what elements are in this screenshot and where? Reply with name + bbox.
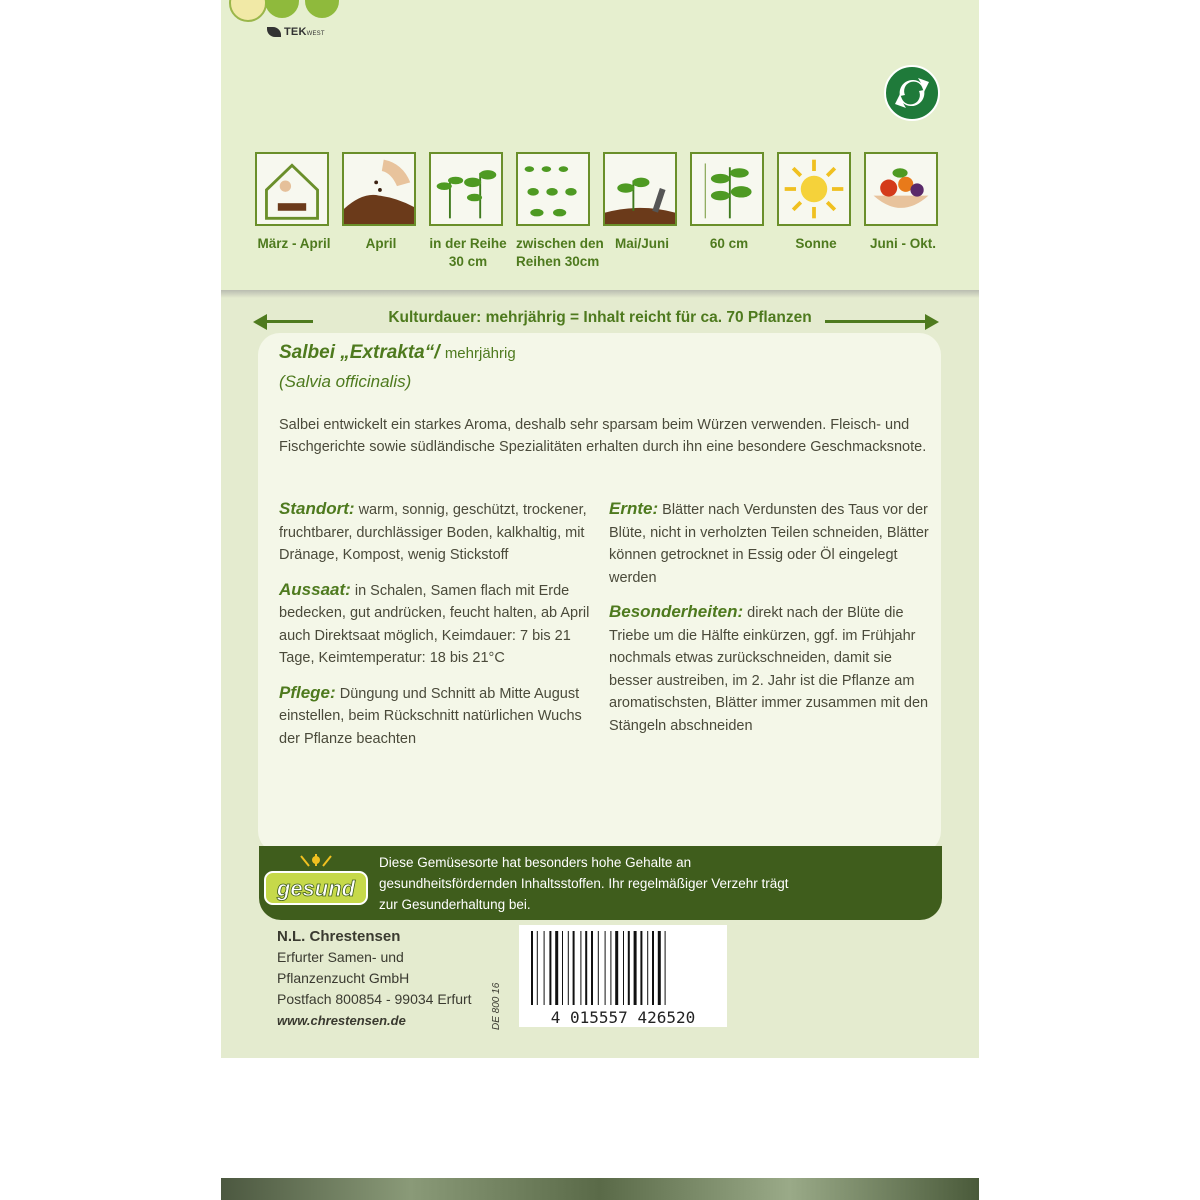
- gesund-text: Diese Gemüsesorte hat besonders hohe Gehalte an gesundheitsfördernden Inhaltsstoffen. Ihr regelmäßiger Verzehr trägt zur Gesunderhaltung bei.: [379, 855, 789, 912]
- barcode-bar: [585, 931, 587, 1005]
- aussaat-section: Aussaat: in Schalen, Samen flach mit Erde bedecken, gut andrücken, feucht halten, ab April auch Direktsaat möglich, Keimdauer: 7 bis 21 Tage, Keimtemperatur: 18 bis 21°C: [279, 579, 590, 666]
- barcode-bar: [598, 931, 599, 1005]
- company-address: Postfach 800854 - 99034 Erfurt: [277, 991, 472, 1007]
- sun-icon: [777, 152, 851, 226]
- sage-leaves-photo-strip: [221, 1178, 979, 1200]
- barcode-bar: [623, 931, 624, 1005]
- product-title: Salbei „Extrakta“/ mehrjährig: [279, 342, 516, 363]
- barcode: [519, 925, 727, 1027]
- intro-text: Salbei entwickelt ein starkes Aroma, deshalb sehr sparsam beim Würzen verwenden. Fleisch- und Fischgerichte sowie südländische Spezialitäten erhalten durch ihn eine besondere Geschmacksnote.: [279, 417, 927, 455]
- barcode-bar: [573, 931, 575, 1005]
- growing-icons-row: [255, 152, 955, 269]
- gesund-logo-text: gesund: [276, 876, 356, 901]
- latin-name: (Salvia officinalis): [279, 372, 412, 391]
- barcode-bar: [647, 931, 648, 1005]
- icon-cell-row-spacing: in der Reihe 30 cm: [429, 152, 507, 271]
- barcode-bars: [519, 925, 727, 1027]
- kulturdauer-text: Kulturdauer: mehrjährig = Inhalt reicht für ca. 70 Pflanzen: [388, 309, 812, 326]
- icon-cell-sowing-indoor: März - April: [255, 152, 333, 253]
- batch-code: DE 800 16: [491, 982, 502, 1030]
- besonderheiten-section: Besonderheiten: direkt nach der Blüte die Triebe um die Hälfte einkürzen, ggf. im Frühjahr nochmals etwas zurückschneiden, damit sie besser austreiben, im 2. Jahr ist die Pflanze am aromatischsten, Blätter immer zusammen mit den Stängeln abschneiden: [609, 602, 929, 734]
- between-rows-icon: [516, 152, 590, 226]
- barcode-bar: [544, 931, 545, 1005]
- dot-icon: [265, 0, 299, 18]
- hand-sowing-icon: [342, 152, 416, 226]
- plant-height-icon: [690, 152, 764, 226]
- barcode-bar: [665, 931, 666, 1005]
- barcode-bar: [605, 931, 606, 1005]
- company-website: www.chrestensen.de: [277, 1013, 406, 1028]
- company-name: N.L. Chrestensen: [277, 928, 401, 945]
- barcode-bar: [537, 931, 538, 1005]
- barcode-bar: [652, 931, 654, 1005]
- barcode-bar: [615, 931, 618, 1005]
- barcode-bar: [531, 931, 533, 1005]
- barcode-bar: [568, 931, 569, 1005]
- company-info: [277, 926, 472, 1031]
- icon-cell-sowing-outdoor: April: [342, 152, 420, 253]
- icon-cell-sun: Sonne: [777, 152, 855, 253]
- green-dot-recycling-icon: [883, 64, 941, 122]
- barcode-bar: [658, 931, 661, 1005]
- divider: [221, 290, 979, 298]
- standort-section: Standort: warm, sonnig, geschützt, trockener, fruchtbarer, durchlässiger Boden, kalkhaltig, mit Dränage, Kompost, wenig Stickstoff: [279, 499, 587, 563]
- harvest-basket-icon: [864, 152, 938, 226]
- icon-cell-between-rows: zwischen den Reihen 30cm: [516, 152, 594, 271]
- barcode-bar: [640, 931, 642, 1005]
- tek-logo: TEKWEST: [267, 26, 325, 38]
- left-column: [279, 498, 599, 762]
- barcode-bar: [562, 931, 563, 1005]
- company-line: Pflanzenzucht GmbH: [277, 970, 410, 986]
- right-column: [609, 498, 929, 749]
- planting-trowel-icon: [603, 152, 677, 226]
- barcode-digits: 4 015557 426520: [550, 1008, 696, 1027]
- barcode-bar: [634, 931, 637, 1005]
- gesund-logo-icon: [261, 852, 371, 910]
- barcode-bar: [628, 931, 630, 1005]
- icon-cell-height: 60 cm: [690, 152, 768, 253]
- header-area: [221, 0, 979, 292]
- barcode-bar: [591, 931, 593, 1005]
- icon-cell-planting: Mai/Juni: [603, 152, 681, 253]
- dot-icon: [305, 0, 339, 18]
- seed-packet-back: [221, 0, 979, 1058]
- icon-cell-harvest: Juni - Okt.: [864, 152, 942, 253]
- barcode-bar: [610, 931, 611, 1005]
- row-spacing-icon: [429, 152, 503, 226]
- pflege-section: Pflege: Düngung und Schnitt ab Mitte August einstellen, beim Rückschnitt natürlichen Wuchs der Pflanze beachten: [279, 682, 582, 747]
- barcode-bar: [555, 931, 558, 1005]
- dot-icon: [229, 0, 267, 22]
- ernte-section: Ernte: Blätter nach Verdunsten des Taus vor der Blüte, nicht in verholzten Teilen schneiden, Blätter können getrocknet in Essig oder Öl eingelegt werden: [609, 499, 929, 586]
- company-line: Erfurter Samen- und: [277, 949, 404, 965]
- tek-leaf-icon: [267, 27, 281, 37]
- barcode-bar: [580, 931, 581, 1005]
- barcode-bar: [549, 931, 551, 1005]
- greenhouse-sowing-icon: [255, 152, 329, 226]
